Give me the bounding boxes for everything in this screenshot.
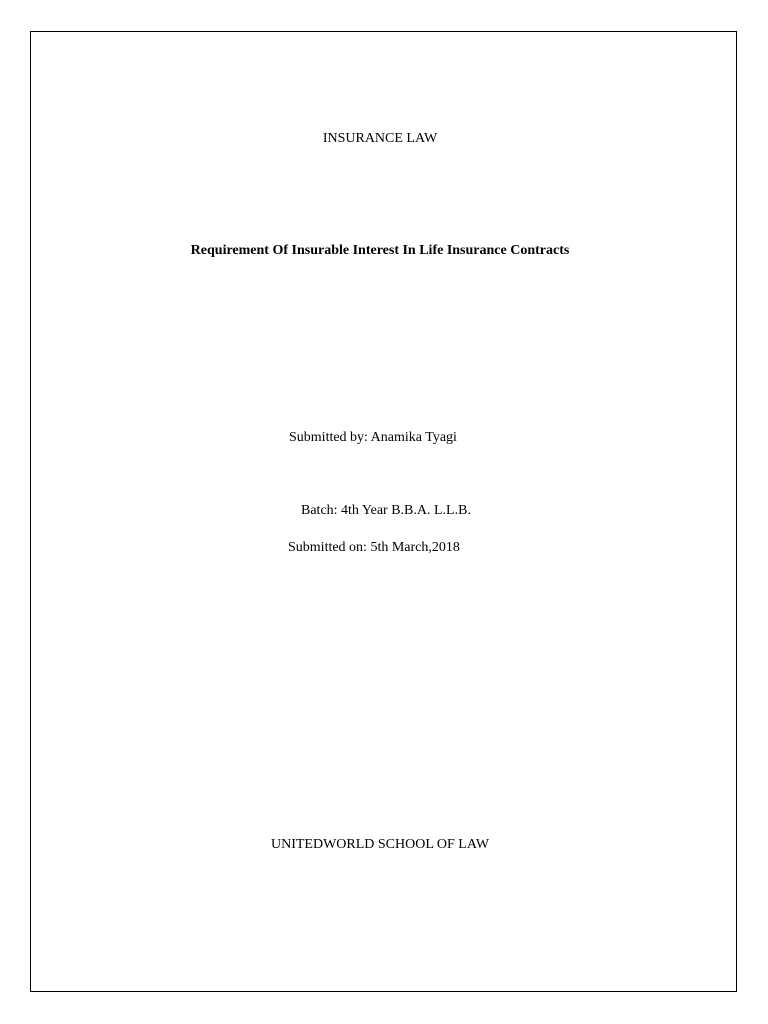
submitted-on-line: Submitted on: 5th March,2018 (288, 540, 460, 555)
submitted-by-line: Submitted by: Anamika Tyagi (289, 430, 457, 445)
document-title: Requirement Of Insurable Interest In Life Insurance Contracts (190, 243, 570, 258)
batch-line: Batch: 4th Year B.B.A. L.L.B. (301, 503, 471, 518)
institution-name: UNITEDWORLD SCHOOL OF LAW (270, 837, 490, 852)
subject-heading: INSURANCE LAW (322, 131, 438, 146)
